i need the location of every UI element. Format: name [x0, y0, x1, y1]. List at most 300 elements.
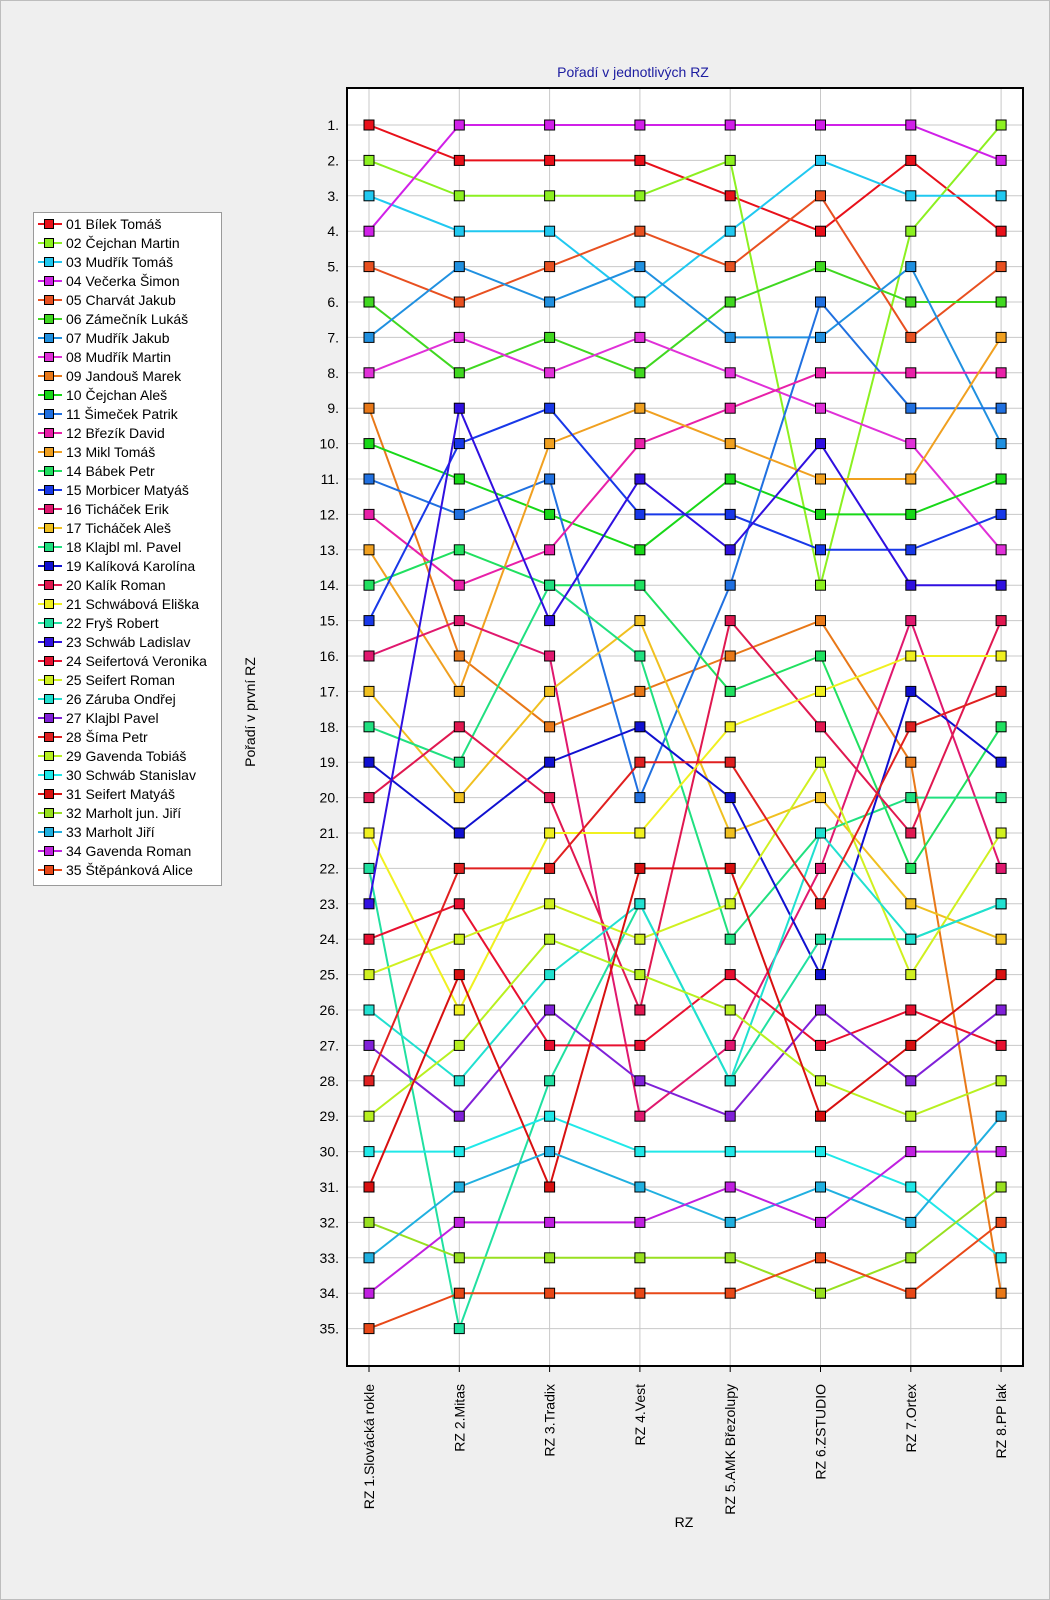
- legend-item: [38, 746, 221, 765]
- legend-swatch: [38, 656, 62, 666]
- y-tick-label: 11.: [320, 471, 339, 487]
- legend-item: [38, 575, 221, 594]
- y-tick-label: 19.: [319, 754, 339, 771]
- data-point: [996, 863, 1006, 873]
- data-point: [364, 757, 374, 767]
- data-point: [635, 403, 645, 413]
- data-point: [635, 1253, 645, 1263]
- data-point: [454, 226, 464, 236]
- data-point: [545, 1253, 555, 1263]
- legend-item: [38, 594, 221, 613]
- data-point: [816, 297, 826, 307]
- legend-label: 07 Mudřík Jakub: [66, 329, 170, 346]
- data-point: [996, 580, 1006, 590]
- x-axis: [361, 1366, 1009, 1515]
- data-point: [635, 722, 645, 732]
- data-point: [996, 120, 1006, 130]
- data-point: [364, 1253, 374, 1263]
- legend-label: 03 Mudřík Tomáš: [66, 253, 174, 270]
- legend-label: 18 Klajbl ml. Pavel: [66, 538, 182, 555]
- data-point: [364, 1324, 374, 1334]
- data-point: [364, 1111, 374, 1121]
- data-point: [364, 368, 374, 378]
- data-point: [545, 474, 555, 484]
- data-point: [816, 970, 826, 980]
- legend-label: 22 Fryš Robert: [66, 614, 159, 631]
- data-point: [545, 651, 555, 661]
- data-point: [996, 1076, 1006, 1086]
- data-point: [996, 793, 1006, 803]
- data-point: [635, 580, 645, 590]
- y-tick-label: 27.: [319, 1037, 339, 1054]
- data-point: [906, 1111, 916, 1121]
- data-point: [454, 1040, 464, 1050]
- y-tick-label: 12.: [319, 506, 339, 523]
- data-point: [545, 120, 555, 130]
- legend-swatch: [38, 770, 62, 780]
- legend-label: 15 Morbicer Matyáš: [66, 481, 189, 498]
- data-point: [816, 368, 826, 378]
- data-point: [364, 616, 374, 626]
- data-point: [816, 580, 826, 590]
- x-tick-label: RZ 3.Tradix: [541, 1384, 558, 1457]
- legend-item: [38, 309, 221, 328]
- data-point: [996, 332, 1006, 342]
- data-point: [725, 509, 735, 519]
- data-point: [454, 1182, 464, 1192]
- data-point: [364, 191, 374, 201]
- data-point: [725, 899, 735, 909]
- legend-label: 05 Charvát Jakub: [66, 291, 176, 308]
- data-point: [906, 1005, 916, 1015]
- data-point: [635, 1147, 645, 1157]
- legend-item: [38, 651, 221, 670]
- data-point: [635, 332, 645, 342]
- legend-label: 20 Kalík Roman: [66, 576, 166, 593]
- data-point: [996, 757, 1006, 767]
- legend-swatch: [38, 314, 62, 324]
- y-tick-label: 7.: [327, 329, 339, 346]
- legend-swatch: [38, 295, 62, 305]
- data-point: [454, 1288, 464, 1298]
- data-point: [906, 757, 916, 767]
- data-point: [545, 1182, 555, 1192]
- data-point: [635, 262, 645, 272]
- data-point: [635, 828, 645, 838]
- legend: [33, 212, 222, 886]
- data-point: [635, 793, 645, 803]
- legend-item: [38, 499, 221, 518]
- data-point: [906, 297, 916, 307]
- data-point: [364, 332, 374, 342]
- y-tick-label: 33.: [319, 1249, 339, 1266]
- data-point: [545, 262, 555, 272]
- data-point: [635, 1111, 645, 1121]
- data-point: [545, 1040, 555, 1050]
- legend-item: [38, 252, 221, 271]
- data-point: [545, 722, 555, 732]
- data-point: [454, 970, 464, 980]
- data-point: [364, 545, 374, 555]
- data-point: [454, 1005, 464, 1015]
- data-point: [454, 828, 464, 838]
- data-point: [816, 1076, 826, 1086]
- legend-swatch: [38, 219, 62, 229]
- legend-swatch: [38, 675, 62, 685]
- legend-item: [38, 404, 221, 423]
- data-point: [996, 403, 1006, 413]
- data-point: [454, 651, 464, 661]
- data-point: [906, 793, 916, 803]
- data-point: [635, 1005, 645, 1015]
- data-point: [364, 120, 374, 130]
- x-tick-label: RZ 4.Vest: [631, 1384, 648, 1446]
- legend-item: [38, 518, 221, 537]
- data-point: [545, 1288, 555, 1298]
- data-point: [454, 793, 464, 803]
- data-point: [816, 262, 826, 272]
- data-point: [454, 403, 464, 413]
- legend-item: [38, 670, 221, 689]
- data-point: [725, 1076, 735, 1086]
- data-point: [725, 545, 735, 555]
- legend-swatch: [38, 713, 62, 723]
- data-point: [364, 970, 374, 980]
- legend-swatch: [38, 371, 62, 381]
- y-tick-label: 15.: [319, 612, 339, 629]
- legend-swatch: [38, 808, 62, 818]
- data-point: [906, 545, 916, 555]
- y-tick-label: 5.: [327, 258, 339, 275]
- legend-item: [38, 708, 221, 727]
- legend-item: [38, 461, 221, 480]
- data-point: [816, 1111, 826, 1121]
- y-axis-title: Pořadí v první RZ: [242, 657, 258, 767]
- data-point: [545, 332, 555, 342]
- data-point: [996, 1005, 1006, 1015]
- legend-swatch: [38, 637, 62, 647]
- data-point: [996, 509, 1006, 519]
- legend-item: [38, 841, 221, 860]
- data-point: [906, 191, 916, 201]
- data-point: [725, 1040, 735, 1050]
- data-point: [816, 1005, 826, 1015]
- data-point: [364, 1288, 374, 1298]
- data-point: [545, 899, 555, 909]
- data-point: [725, 155, 735, 165]
- y-tick-label: 13.: [319, 541, 339, 558]
- data-point: [545, 580, 555, 590]
- data-point: [906, 1076, 916, 1086]
- data-point: [996, 545, 1006, 555]
- data-point: [635, 757, 645, 767]
- legend-item: [38, 423, 221, 442]
- y-tick-label: 35.: [319, 1320, 339, 1337]
- data-point: [635, 120, 645, 130]
- data-point: [906, 934, 916, 944]
- x-tick-label: RZ 2.Mitas: [451, 1384, 468, 1452]
- legend-swatch: [38, 466, 62, 476]
- legend-label: 28 Šíma Petr: [66, 728, 148, 745]
- data-point: [996, 1182, 1006, 1192]
- legend-item: [38, 822, 221, 841]
- x-axis-title: RZ: [674, 1514, 694, 1530]
- legend-label: 09 Jandouš Marek: [66, 367, 182, 384]
- data-point: [725, 368, 735, 378]
- data-point: [906, 899, 916, 909]
- data-point: [725, 580, 735, 590]
- data-point: [816, 191, 826, 201]
- data-point: [725, 297, 735, 307]
- legend-swatch: [38, 390, 62, 400]
- legend-label: 27 Klajbl Pavel: [66, 709, 159, 726]
- legend-item: [38, 328, 221, 347]
- data-point: [996, 899, 1006, 909]
- data-point: [635, 616, 645, 626]
- data-point: [906, 226, 916, 236]
- data-point: [816, 1182, 826, 1192]
- data-point: [906, 1147, 916, 1157]
- data-point: [725, 1147, 735, 1157]
- legend-label: 35 Štěpánková Alice: [66, 861, 193, 878]
- data-point: [996, 1147, 1006, 1157]
- data-point: [364, 403, 374, 413]
- data-point: [816, 403, 826, 413]
- data-point: [454, 722, 464, 732]
- legend-swatch: [38, 846, 62, 856]
- data-point: [545, 686, 555, 696]
- legend-item: [38, 385, 221, 404]
- data-point: [816, 934, 826, 944]
- data-point: [545, 934, 555, 944]
- y-tick-label: 9.: [327, 400, 339, 417]
- data-point: [364, 1147, 374, 1157]
- data-point: [635, 934, 645, 944]
- data-point: [725, 1253, 735, 1263]
- data-point: [816, 1217, 826, 1227]
- data-point: [725, 616, 735, 626]
- data-point: [545, 793, 555, 803]
- data-point: [906, 616, 916, 626]
- data-point: [545, 1217, 555, 1227]
- y-tick-label: 25.: [319, 966, 339, 983]
- data-point: [996, 368, 1006, 378]
- data-point: [545, 191, 555, 201]
- data-point: [454, 332, 464, 342]
- data-point: [816, 1040, 826, 1050]
- data-point: [996, 828, 1006, 838]
- data-point: [725, 1111, 735, 1121]
- data-point: [454, 155, 464, 165]
- data-point: [725, 1182, 735, 1192]
- data-point: [996, 1288, 1006, 1298]
- y-tick-label: 32.: [319, 1214, 339, 1231]
- y-tick-label: 6.: [327, 294, 339, 310]
- data-point: [725, 403, 735, 413]
- y-tick-label: 17.: [319, 683, 339, 700]
- legend-swatch: [38, 599, 62, 609]
- data-point: [364, 1076, 374, 1086]
- legend-item: [38, 632, 221, 651]
- data-point: [906, 262, 916, 272]
- legend-swatch: [38, 276, 62, 286]
- legend-item: [38, 727, 221, 746]
- legend-item: [38, 803, 221, 822]
- data-point: [454, 297, 464, 307]
- data-point: [996, 191, 1006, 201]
- data-point: [364, 155, 374, 165]
- data-point: [996, 722, 1006, 732]
- legend-item: [38, 290, 221, 309]
- legend-item: [38, 347, 221, 366]
- legend-label: 30 Schwáb Stanislav: [66, 766, 196, 783]
- data-point: [816, 1253, 826, 1263]
- data-point: [364, 828, 374, 838]
- legend-swatch: [38, 789, 62, 799]
- y-tick-label: 23.: [319, 895, 339, 912]
- data-point: [635, 970, 645, 980]
- data-point: [816, 863, 826, 873]
- data-point: [996, 1253, 1006, 1263]
- data-point: [816, 616, 826, 626]
- data-point: [364, 863, 374, 873]
- legend-item: [38, 784, 221, 803]
- legend-label: 33 Marholt Jiří: [66, 823, 155, 840]
- data-point: [725, 262, 735, 272]
- data-point: [816, 226, 826, 236]
- y-tick-label: 3.: [327, 187, 339, 204]
- data-point: [545, 757, 555, 767]
- data-point: [635, 863, 645, 873]
- legend-swatch: [38, 333, 62, 343]
- data-point: [454, 191, 464, 201]
- data-point: [364, 793, 374, 803]
- data-point: [996, 651, 1006, 661]
- x-tick-label: RZ 8.PP lak: [993, 1384, 1010, 1459]
- data-point: [816, 722, 826, 732]
- data-point: [545, 863, 555, 873]
- data-point: [454, 1147, 464, 1157]
- legend-label: 10 Čejchan Aleš: [66, 386, 168, 403]
- y-axis: [320, 117, 339, 1337]
- data-point: [725, 191, 735, 201]
- legend-label: 21 Schwábová Eliška: [66, 595, 200, 612]
- data-point: [364, 509, 374, 519]
- data-point: [996, 474, 1006, 484]
- data-point: [725, 651, 735, 661]
- data-point: [635, 1288, 645, 1298]
- legend-label: 29 Gavenda Tobiáš: [66, 747, 187, 764]
- legend-swatch: [38, 694, 62, 704]
- data-point: [635, 686, 645, 696]
- legend-swatch: [38, 580, 62, 590]
- legend-swatch: [38, 618, 62, 628]
- data-point: [454, 686, 464, 696]
- data-point: [454, 1217, 464, 1227]
- legend-swatch: [38, 485, 62, 495]
- data-point: [364, 262, 374, 272]
- data-point: [545, 1005, 555, 1015]
- legend-swatch: [38, 865, 62, 875]
- y-tick-label: 10.: [319, 435, 339, 452]
- data-point: [816, 439, 826, 449]
- y-tick-label: 22.: [319, 860, 339, 877]
- data-point: [454, 757, 464, 767]
- legend-label: 17 Ticháček Aleš: [66, 519, 172, 536]
- data-point: [996, 1111, 1006, 1121]
- legend-label: 31 Seifert Matyáš: [66, 785, 175, 802]
- data-point: [454, 899, 464, 909]
- legend-label: 11 Šimeček Patrik: [66, 405, 178, 422]
- legend-swatch: [38, 751, 62, 761]
- data-point: [545, 368, 555, 378]
- data-point: [725, 1005, 735, 1015]
- data-point: [996, 439, 1006, 449]
- legend-label: 16 Ticháček Erik: [66, 500, 169, 517]
- y-tick-label: 24.: [319, 931, 339, 948]
- data-point: [454, 368, 464, 378]
- data-point: [816, 828, 826, 838]
- data-point: [635, 1217, 645, 1227]
- data-point: [906, 722, 916, 732]
- data-point: [906, 155, 916, 165]
- legend-item: [38, 689, 221, 708]
- data-point: [906, 686, 916, 696]
- data-point: [635, 899, 645, 909]
- data-point: [635, 297, 645, 307]
- data-point: [545, 1111, 555, 1121]
- legend-item: [38, 556, 221, 575]
- x-tick-label: RZ 6.ZSTUDIO: [812, 1384, 829, 1480]
- data-point: [545, 439, 555, 449]
- data-point: [364, 226, 374, 236]
- legend-label: 02 Čejchan Martin: [66, 234, 180, 251]
- data-point: [454, 934, 464, 944]
- legend-label: 26 Záruba Ondřej: [66, 690, 176, 707]
- y-tick-label: 29.: [319, 1108, 339, 1125]
- y-tick-label: 18.: [319, 718, 339, 735]
- data-point: [906, 580, 916, 590]
- data-point: [906, 120, 916, 130]
- data-point: [906, 828, 916, 838]
- y-tick-label: 28.: [319, 1072, 339, 1089]
- data-point: [816, 651, 826, 661]
- data-point: [364, 686, 374, 696]
- data-point: [906, 1217, 916, 1227]
- legend-swatch: [38, 542, 62, 552]
- legend-item: [38, 860, 221, 879]
- data-point: [545, 226, 555, 236]
- data-point: [996, 155, 1006, 165]
- legend-item: [38, 233, 221, 252]
- legend-swatch: [38, 561, 62, 571]
- legend-swatch: [38, 409, 62, 419]
- legend-label: 19 Kalíková Karolína: [66, 557, 196, 574]
- data-point: [906, 863, 916, 873]
- legend-label: 04 Večerka Šimon: [66, 272, 180, 289]
- legend-label: 12 Březík David: [66, 424, 165, 441]
- data-point: [545, 828, 555, 838]
- legend-swatch: [38, 523, 62, 533]
- data-point: [725, 793, 735, 803]
- data-point: [454, 1324, 464, 1334]
- legend-label: 23 Schwáb Ladislav: [66, 633, 191, 650]
- data-point: [635, 439, 645, 449]
- legend-item: [38, 442, 221, 461]
- data-point: [454, 1111, 464, 1121]
- legend-swatch: [38, 447, 62, 457]
- legend-label: 24 Seifertová Veronika: [66, 652, 207, 669]
